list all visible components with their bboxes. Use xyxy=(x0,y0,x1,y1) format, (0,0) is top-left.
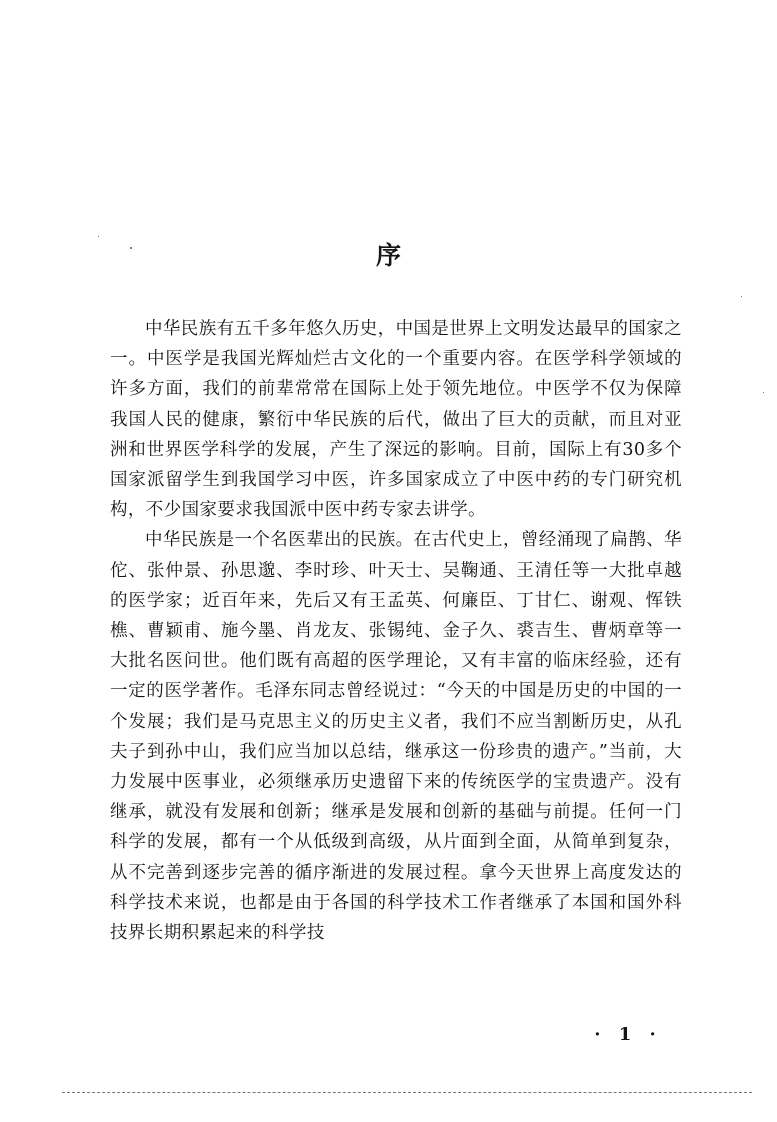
paragraph-2: 中华民族是一个名医辈出的民族。在古代史上，曾经涌现了扁鹊、华佗、张仲景、孙思邈、李时珍、叶天士、吴鞠通、王清任等一大批卓越的医学家；近百年来，先后又有王孟英、何廉臣、丁甘仁、谢观、恽铁樵、曹颖甫、施今墨、肖龙友、张锡纯、金子久、裘吉生、曹炳章等一大批名医问世。他们既有高超的医学理论，又有丰富的临床经验，还有一定的医学著作。毛泽东同志曾经说过：“今天的中国是历史的中国的一个发展；我们是马克思主义的历史主义者，我们不应当割断历史，从孔夫子到孙中山，我们应当加以总结，继承这一份珍贵的遗产。”当前，大力发展中医事业，必须继承历史遗留下来的传统医学的宝贵遗产。没有继承，就没有发展和创新；继承是发展和创新的基础与前提。任何一门科学的发展，都有一个从低级到高级，从片面到全面，从简单到复杂，从不完善到逐步完善的循序渐进的发展过程。拿今天世界上高度发达的科学技术来说，也都是由于各国的科学技术工作者继承了本国和国外科技界长期积累起来的科学技 xyxy=(110,530,682,944)
paragraph-1: 中华民族有五千多年悠久历史，中国是世界上文明发达最早的国家之一。中医学是我国光辉灿烂古文化的一个重要内容。在医学科学领域的许多方面，我们的前辈常常在国际上处于领先地位。中医学不仅为保障我国人民的健康，繁衍中华民族的后代，做出了巨大的贡献，而且对亚洲和世界医学科学的发展，产生了深远的影响。目前，国际上有30多个国家派留学生到我国学习中医，许多国家成立了中医中药的专门研究机构，不少国家要求我国派中医中药专家去讲学。 xyxy=(110,319,682,521)
page-number: · 1 · xyxy=(594,1024,662,1045)
page-title: 序 xyxy=(375,241,401,270)
scan-edge-line xyxy=(62,1092,752,1093)
body-text xyxy=(110,314,682,948)
